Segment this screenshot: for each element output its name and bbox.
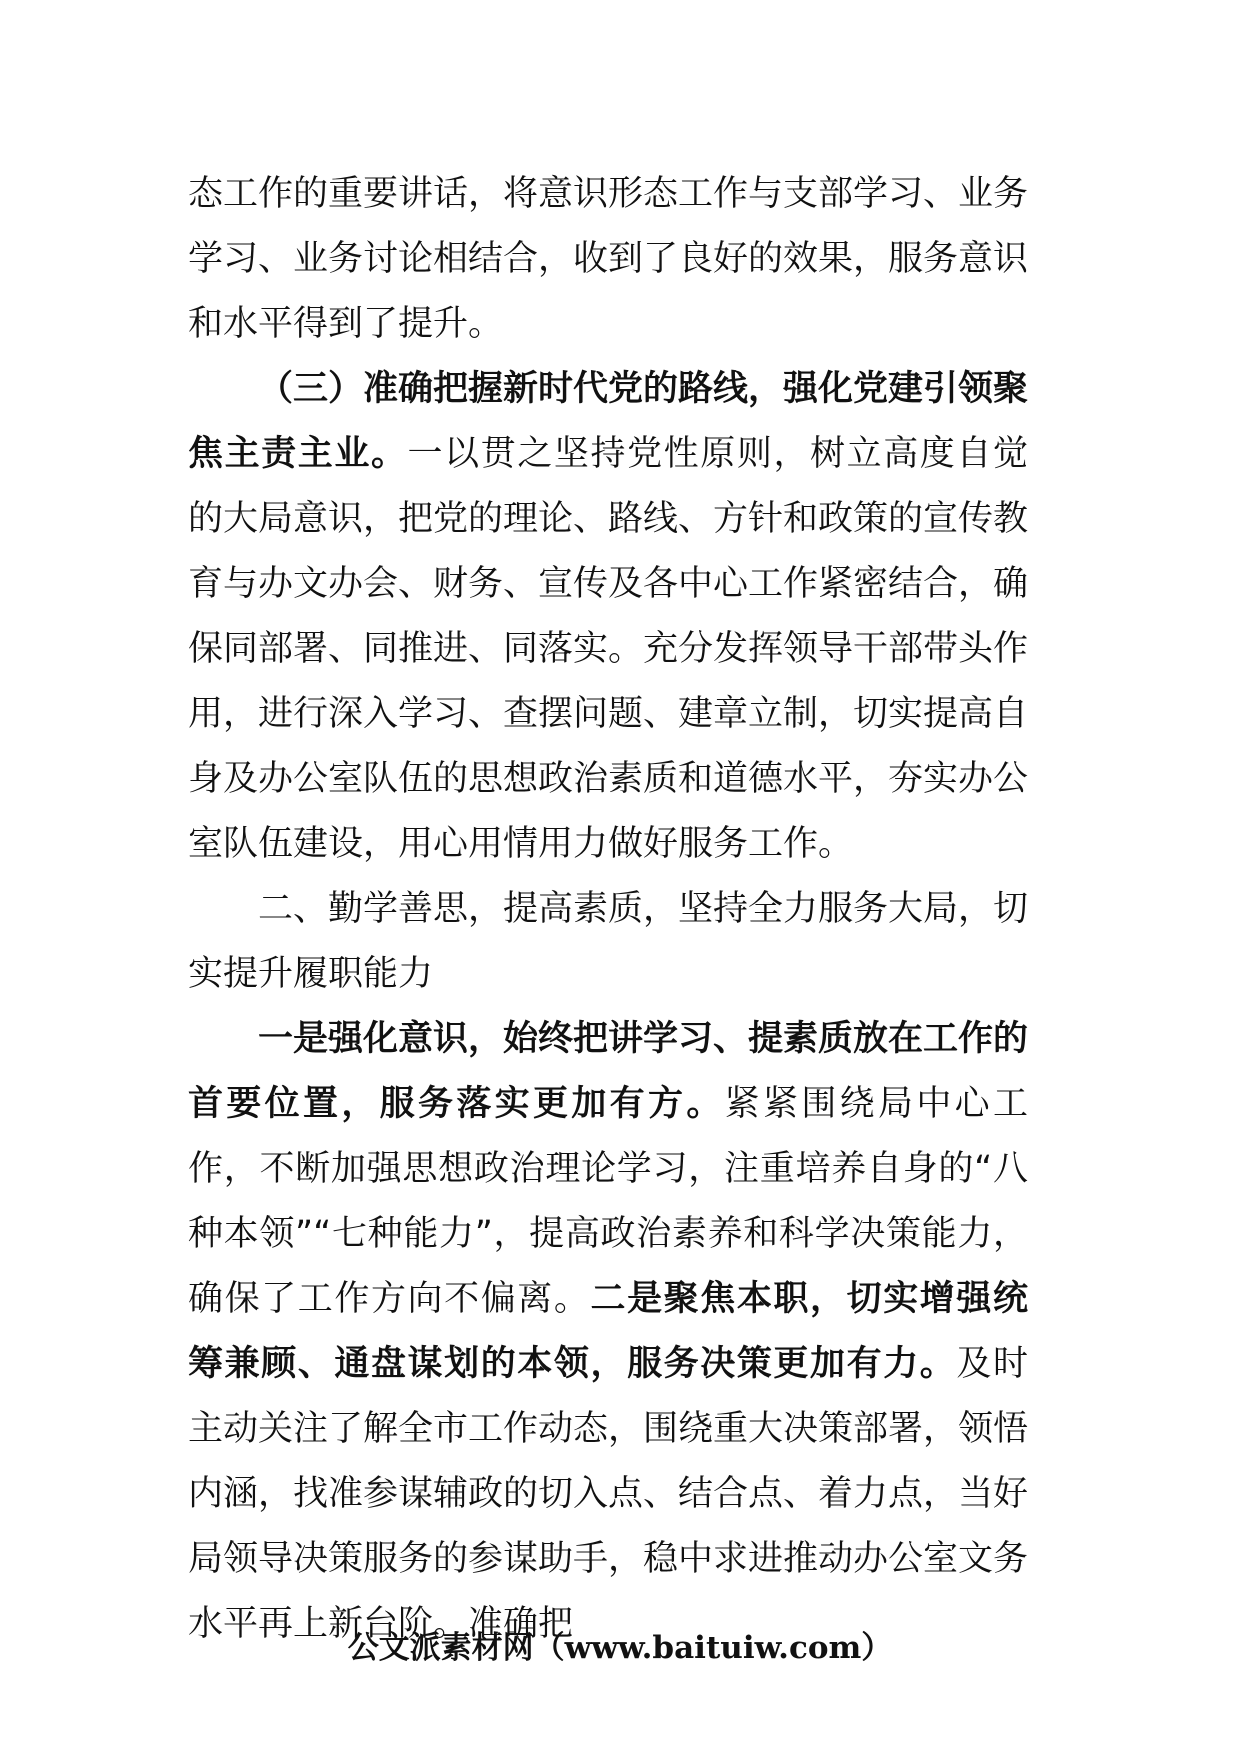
paragraph-1 [188, 162, 1028, 357]
footer-watermark: 公文派素材网（www.baituiw.com） [347, 1630, 893, 1666]
paragraph-2 [188, 357, 1028, 877]
section-heading-2 [188, 877, 1028, 1007]
point-one-text: 紧紧围绕局中心工作，不断加强思想政治理论学习，注重培养自身的“八种本领”“七种能力”，提高政治素养和科学决策能力，确保了工作方向不偏离。 [188, 1084, 1028, 1319]
point-two-heading: 二是聚焦本职，切实增强统筹兼顾、通盘谋划的本领，服务决策更加有力。 [188, 1279, 1028, 1384]
paragraph-4 [188, 1007, 1028, 1657]
paragraph-1-text: 态工作的重要讲话，将意识形态工作与支部学习、业务学习、业务讨论相结合，收到了良好的效果，服务意识和水平得到了提升。 [188, 174, 1029, 344]
document-body [188, 162, 1028, 1657]
section-heading-2-text: 二、勤学善思，提高素质，坚持全力服务大局，切实提升履职能力 [188, 889, 1029, 994]
section-heading-3: （三）准确把握新时代党的路线，强化党建引领聚焦主责主业。 [188, 369, 1029, 474]
paragraph-2-text: 一以贯之坚持党性原则，树立高度自觉的大局意识，把党的理论、路线、方针和政策的宣传教育与办文办会、财务、宣传及各中心工作紧密结合，确保同部署、同推进、同落实。充分发挥领导干部带头作用，进行深入学习、查摆问题、建章立制，切实提高自身及办公室队伍的思想政治素质和道德水平，夯实办公室队伍建设，用心用情用力做好服务工作。 [188, 434, 1029, 864]
point-two-text: 及时主动关注了解全市工作动态，围绕重大决策部署，领悟内涵，找准参谋辅政的切入点、结合点、着力点，当好局领导决策服务的参谋助手，稳中求进推动办公室文务水平再上新台阶。准确把 [188, 1344, 1029, 1644]
point-one-heading: 一是强化意识，始终把讲学习、提素质放在工作的首要位置，服务落实更加有方。 [188, 1019, 1029, 1124]
